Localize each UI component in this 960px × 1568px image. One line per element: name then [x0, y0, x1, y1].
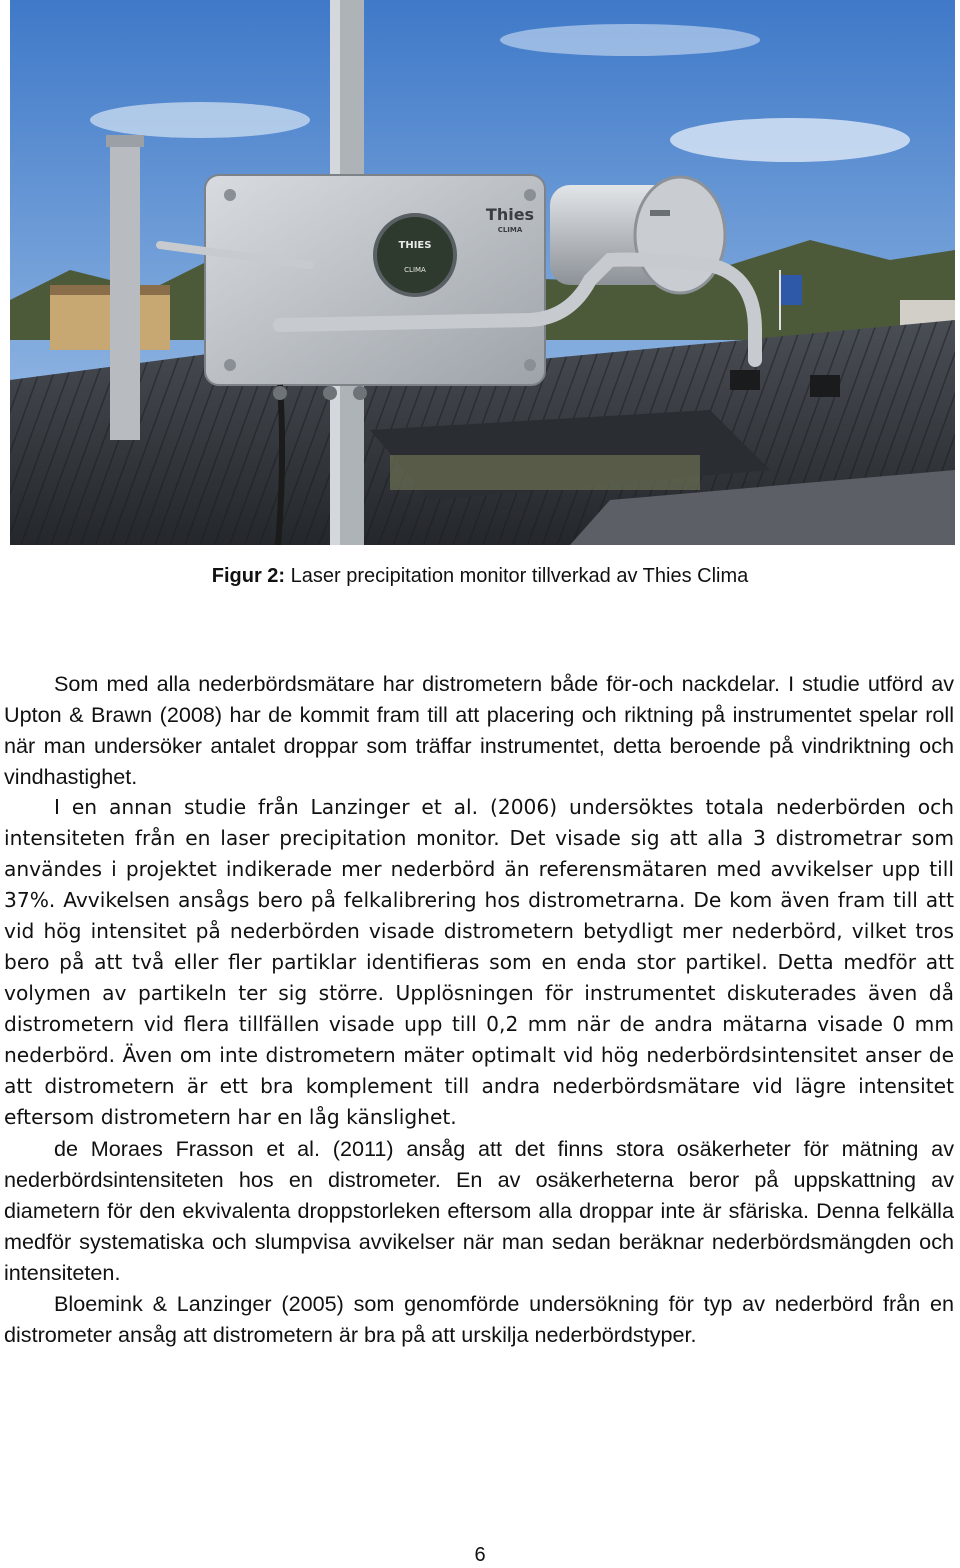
page-number: 6 [474, 1544, 486, 1566]
window-label-top: THIES [398, 240, 432, 251]
body-text [4, 668, 954, 1350]
caption-text: Laser precipitation monitor tillverkad av Thies Clima [285, 565, 749, 587]
caption-label: Figur 2: [211, 565, 286, 587]
paragraph: Bloemink & Lanzinger (2005) som genomförde undersökning för typ av nederbörd från en distrometer ansåg att distrometern är bra på att urskilja nederbördstyper. [4, 1291, 954, 1347]
paragraph: Som med alla nederbördsmätare har distrometern både för-och nackdelar. I studie utförd av Upton & Brawn (2008) har de kommit fram till att placering och riktning på instrumentet spelar roll när man undersöker antalet droppar som träffar instrumentet, detta beroende på vindriktning och vindhastighet. [4, 671, 954, 789]
paragraph: I en annan studie från Lanzinger et al. (2006) undersöktes totala nederbörden och intensiteten från en laser precipitation monitor. Det visade sig att alla 3 distrometrar som användes i projektet indikerade mer nederbörd än referensmätaren med avvikelser upp till 37%. Avvikelsen ansågs bero på felkalibrering hos distrometrarna. De kom även fram till att vid hög intensitet på nederbörden visade distrometern betydligt mer nederbörd, vilket tros bero på att två eller fler partiklar identifieras som en enda stor partikel. Detta medför att volymen av partikeln ter sig större. Upplösningen för instrumentet diskuterades även då distrometern vid flera tillfällen visade upp till 0,2 mm när de andra mätarna visade 0 mm nederbörd. Även om inte distrometern mäter optimalt vid hög nederbördsintensitet anser de att distrometern är ett bra komplement till andra nederbördsmätare vid lägre intensitet eftersom distrometern har en låg känslighet. [4, 795, 954, 1129]
instrument-photo [10, 0, 955, 545]
window-label-bottom: CLIMA [404, 266, 426, 274]
paragraph: de Moraes Frasson et al. (2011) ansåg att det finns stora osäkerheter för mätning av nederbördsintensiteten hos en distrometer. En av osäkerheterna beror på uppskattning av diametern för den ekvivalenta droppstorleken eftersom alla droppar inte är sfäriska. Denna felkälla medför systematiska och slumpvisa avvikelser när man sedan beräknar nederbördsmängden och intensiteten. [4, 1136, 954, 1285]
device-logo-sub: CLIMA [497, 226, 523, 234]
device-logo: Thies [485, 205, 535, 224]
figure-caption [0, 565, 960, 588]
